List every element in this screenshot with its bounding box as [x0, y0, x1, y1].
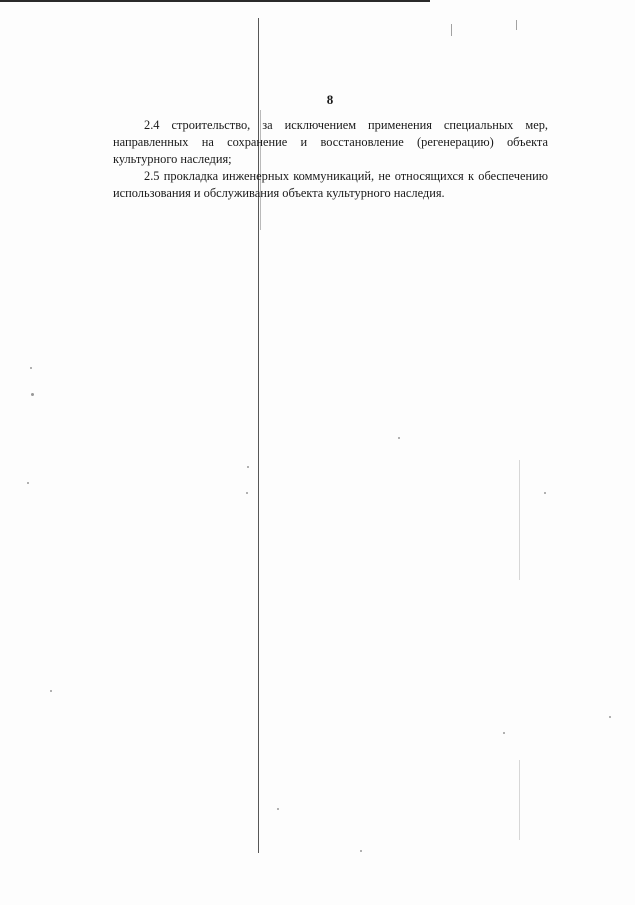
- scan-speck: [27, 482, 29, 484]
- scan-speck: [609, 716, 611, 718]
- scan-mark: [516, 20, 517, 30]
- scan-speck: [277, 808, 279, 810]
- paragraph-2-5: 2.5 прокладка инженерных коммуникаций, не относящихся к обеспечению использования и обслуживания объекта культурного наследия.: [113, 169, 548, 200]
- scan-speck: [246, 492, 248, 494]
- scan-mark: [519, 460, 520, 580]
- paragraph-2-4: 2.4 строительство, за исключением применения специальных мер, направленных на сохранение и восстановление (регенерацию) объекта культурного наследия;: [113, 118, 548, 166]
- page-number: 8: [326, 92, 334, 107]
- scan-speck: [50, 690, 52, 692]
- scan-speck: [398, 437, 400, 439]
- scan-speck: [30, 367, 32, 369]
- scan-mark: [451, 24, 452, 36]
- document-body: [113, 117, 548, 202]
- scan-top-edge: [0, 0, 430, 2]
- scan-speck: [503, 732, 505, 734]
- scan-speck: [544, 492, 546, 494]
- scan-mark: [519, 760, 520, 840]
- scan-speck: [360, 850, 362, 852]
- scan-speck: [247, 466, 249, 468]
- scan-speck: [31, 393, 34, 396]
